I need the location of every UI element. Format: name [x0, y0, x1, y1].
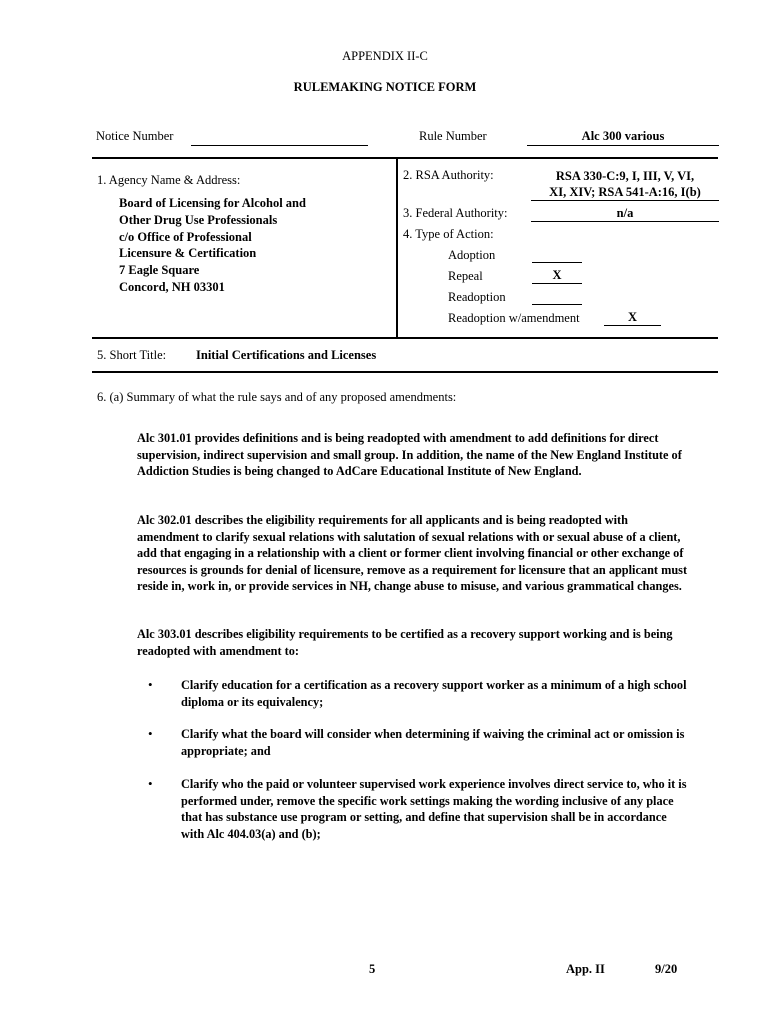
agency-line: c/o Office of Professional [119, 229, 252, 244]
notice-number-field[interactable] [191, 129, 368, 146]
bullet-icon: • [148, 677, 153, 692]
federal-authority-label: 3. Federal Authority: [403, 206, 508, 220]
action-readoption-label: Readoption [448, 290, 506, 304]
summary-label: 6. (a) Summary of what the rule says and of any proposed amendments: [97, 390, 457, 404]
section-divider-bottom [92, 371, 718, 373]
rule-number-value[interactable]: Alc 300 various [527, 129, 719, 146]
agency-line: 7 Eagle Square [119, 263, 200, 278]
footer-date: 9/20 [655, 962, 678, 976]
action-repeal-label: Repeal [448, 269, 483, 283]
section-divider-middle [92, 337, 718, 339]
short-title-label: 5. Short Title: [97, 348, 167, 362]
federal-authority-value[interactable]: n/a [531, 206, 719, 222]
agency-line: Licensure & Certification [119, 246, 257, 261]
footer-section: App. II [566, 962, 605, 976]
rsa-authority-line: RSA 330-C:9, I, III, V, VI, [555, 169, 695, 183]
bullet-item: Clarify who the paid or volunteer supervised work experience involves direct service to, who it is performed under, remove the specific work settings making the wording inclusive of any place that has substance use program or setting, and define that supervision shall be in accordance with Alc 404.03(a) and (b); [181, 777, 687, 841]
bullet-icon: • [148, 726, 153, 741]
bullet-item: Clarify what the board will consider when determining if waiving the criminal act or omission is appropriate; and [181, 727, 685, 758]
rule-number-label: Rule Number [419, 129, 487, 143]
agency-line: Board of Licensing for Alcohol and [119, 196, 306, 210]
action-adoption-mark[interactable] [532, 247, 582, 263]
summary-paragraph: Alc 303.01 describes eligibility requirements to be certified as a recovery support working and is being readopted with amendment to: [137, 627, 673, 658]
notice-number-label: Notice Number [96, 129, 174, 143]
action-readoption-mark[interactable] [532, 289, 582, 305]
bullet-item: Clarify education for a certification as a recovery support worker as a minimum of a high school diploma or its equivalency; [181, 678, 687, 709]
summary-paragraph: Alc 302.01 describes the eligibility requirements for all applicants and is being readopted with amendment to clarify sexual relations with salutation of sexual relations with or sexual abuse of a client, add that engaging in a relationship with a client or former client involving financial or other exchange of resources is grounds for denial of licensure, remove as a requirement for licensure that an applicant must reside in, work in, or provide services in NH, change abuse to misuse, and various grammatical changes. [137, 513, 688, 593]
rsa-authority-value[interactable] [531, 168, 719, 201]
section-divider-top [92, 157, 718, 159]
rsa-authority-label: 2. RSA Authority: [403, 168, 494, 182]
agency-label: 1. Agency Name & Address: [97, 173, 241, 187]
appendix-label: APPENDIX II-C [342, 49, 428, 63]
agency-address-block [119, 195, 306, 296]
agency-line: Other Drug Use Professionals [119, 212, 278, 227]
section-divider-vertical [396, 158, 398, 338]
page-number: 5 [369, 962, 376, 976]
bullet-icon: • [148, 776, 153, 791]
action-repeal-mark[interactable]: X [532, 268, 582, 284]
action-readoption-amendment-mark[interactable]: X [604, 310, 661, 326]
type-of-action-label: 4. Type of Action: [403, 227, 494, 241]
short-title-value: Initial Certifications and Licenses [196, 348, 377, 362]
rsa-authority-line: XI, XIV; RSA 541-A:16, I(b) [531, 184, 719, 201]
action-readoption-amendment-label: Readoption w/amendment [448, 311, 580, 325]
action-adoption-label: Adoption [448, 248, 496, 262]
agency-line: Concord, NH 03301 [119, 279, 225, 294]
form-title: RULEMAKING NOTICE FORM [293, 80, 477, 94]
summary-paragraph: Alc 301.01 provides definitions and is being readopted with amendment to add definitions for direct supervision, indirect supervision and small group. In addition, the name of the New England Institute of Addiction Studies is being changed to AdCare Educational Institute of New England. [137, 431, 682, 478]
